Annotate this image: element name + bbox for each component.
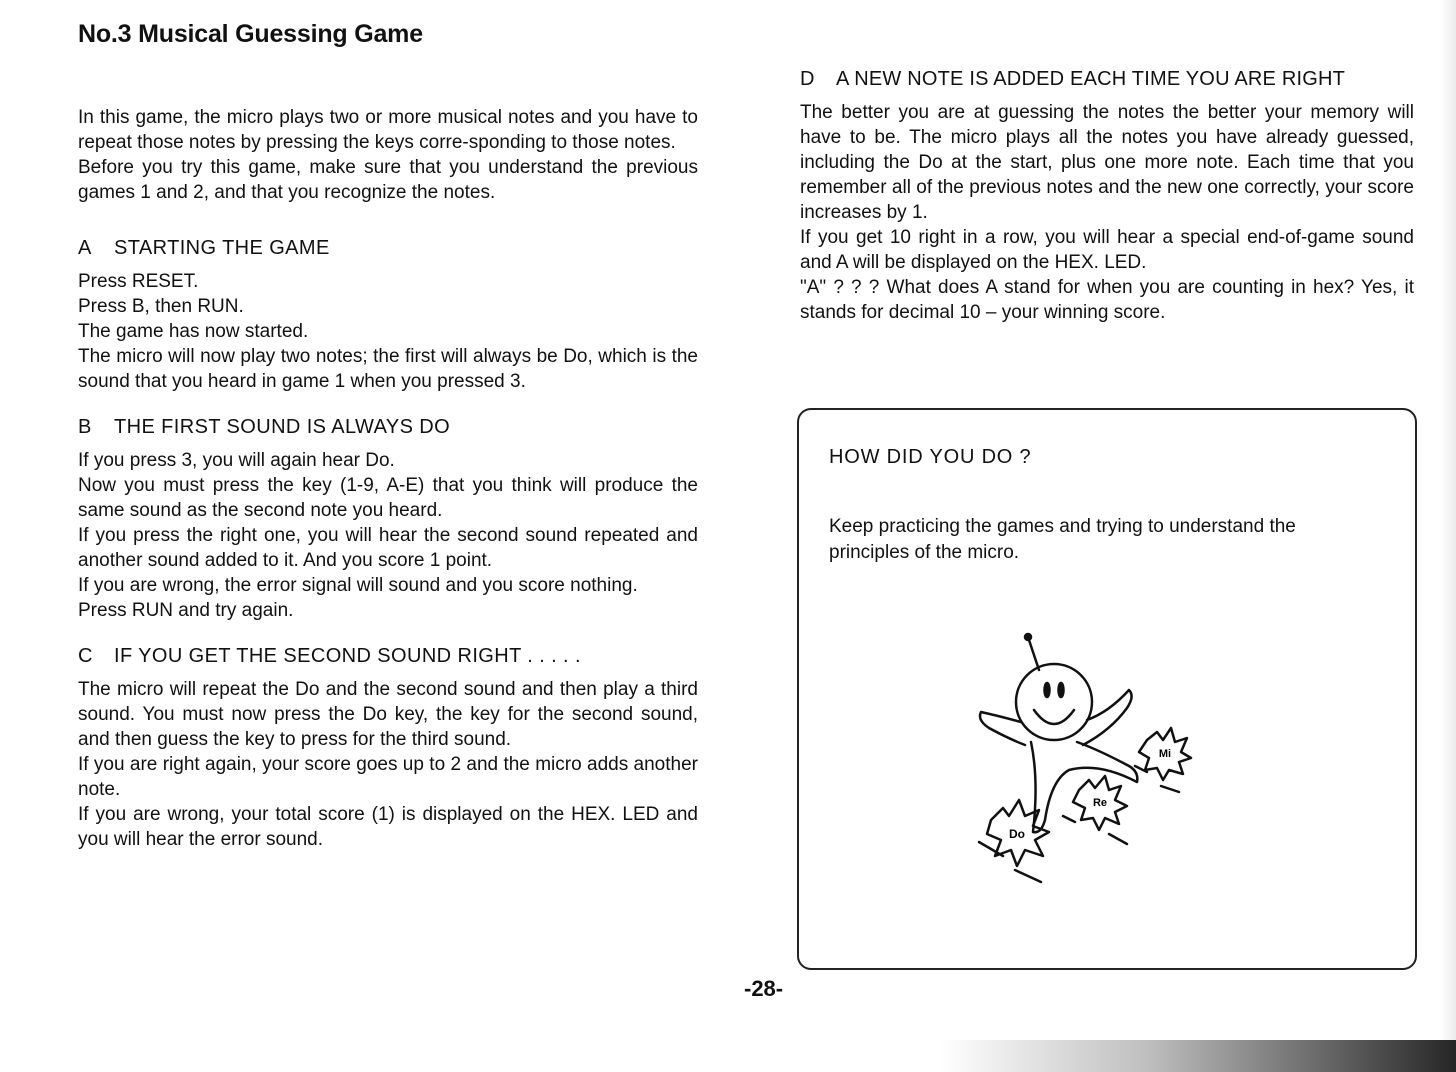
antenna-tip <box>1025 634 1031 640</box>
section-letter: A <box>78 237 92 259</box>
motion-line <box>1063 816 1075 822</box>
section-letter: B <box>78 416 92 438</box>
mascot-eye <box>1045 683 1050 697</box>
section-line: The micro will repeat the Do and the second sound and then play a third sound. You must now press the Do key, the key for the second sound, and then guess the key to press for the third sound. <box>78 679 698 750</box>
section-line: Press RUN and try again. <box>78 600 294 621</box>
section-line: Press RESET. <box>78 271 199 292</box>
motion-line <box>1109 834 1127 844</box>
section-d <box>800 66 1414 325</box>
section-line: Press B, then RUN. <box>78 296 244 317</box>
section-line: If you press the right one, you will hear the second sound repeated and another sound added to it. And you score 1 point. <box>78 525 698 571</box>
section-title: IF YOU GET THE SECOND SOUND RIGHT . . . . . <box>114 645 581 667</box>
page-title: No.3 Musical Guessing Game <box>78 20 423 48</box>
section-line: The micro will now play two notes; the first will always be Do, which is the sound that you heard in game 1 when you pressed 3. <box>78 346 698 392</box>
section-heading <box>800 66 1414 92</box>
scan-shadow <box>940 1040 1456 1072</box>
section-line: If you get 10 right in a row, you will hear a special end-of-game sound and A will be displayed on the HEX. LED. <box>800 227 1414 273</box>
box-title: HOW DID YOU DO ? <box>829 446 1032 468</box>
mascot-right-arm <box>1083 690 1132 745</box>
page-number: -28- <box>744 976 784 1001</box>
section-line: If you are wrong, the error signal will sound and you score nothing. <box>78 575 638 596</box>
how-did-you-do-box <box>797 408 1417 970</box>
section-line: If you are right again, your score goes up to 2 and the micro adds another note. <box>78 754 698 800</box>
scan-edge <box>1440 0 1456 1040</box>
intro-paragraph: Before you try this game, make sure that you understand the previous games 1 and 2, and that you recognize the notes. <box>78 157 698 203</box>
section-line: If you are wrong, your total score (1) is displayed on the HEX. LED and you will hear the error sound. <box>78 804 698 850</box>
section-line: Now you must press the key (1-9, A-E) that you think will produce the same sound as the second note you heard. <box>78 475 698 521</box>
section-letter: C <box>78 645 93 667</box>
right-column <box>800 66 1414 345</box>
motion-line <box>1161 786 1179 792</box>
mascot-eye <box>1059 683 1064 697</box>
section-line: The better you are at guessing the notes the better your memory will have to be. The micro plays all the notes you have already guessed, including the Do at the start, plus one more note. Each time that you remember all of the previous notes and the new one correctly, your score increases by 1. <box>800 102 1414 223</box>
intro <box>78 105 698 205</box>
re-note-label: Re <box>1092 797 1108 809</box>
smiley-mascot-illustration <box>959 620 1259 890</box>
section-a <box>78 235 698 394</box>
left-column <box>78 20 698 872</box>
section-title: A NEW NOTE IS ADDED EACH TIME YOU ARE RIGHT <box>836 68 1346 90</box>
mascot-head <box>1016 664 1092 740</box>
box-text: Keep practicing the games and trying to understand the principles of the micro. <box>829 516 1296 563</box>
section-heading <box>78 235 698 261</box>
section-title: THE FIRST SOUND IS ALWAYS DO <box>114 416 451 438</box>
mi-note-label: Mi <box>1158 748 1172 760</box>
section-heading <box>78 643 698 669</box>
section-heading <box>78 414 698 440</box>
section-c <box>78 643 698 852</box>
section-line: "A" ? ? ? What does A stand for when you are counting in hex? Yes, it stands for decimal 10 – your winning score. <box>800 277 1414 323</box>
section-title: STARTING THE GAME <box>114 237 330 259</box>
section-line: If you press 3, you will again hear Do. <box>78 450 395 471</box>
intro-paragraph: In this game, the micro plays two or more musical notes and you have to repeat those notes by pressing the keys corre-sponding to those notes. <box>78 107 698 153</box>
section-line: The game has now started. <box>78 321 309 342</box>
antenna <box>1029 640 1039 670</box>
mascot-smile <box>1034 710 1074 724</box>
section-letter: D <box>800 68 815 90</box>
section-b <box>78 414 698 623</box>
motion-line <box>1015 870 1041 882</box>
do-note-label: Do <box>1009 827 1025 841</box>
